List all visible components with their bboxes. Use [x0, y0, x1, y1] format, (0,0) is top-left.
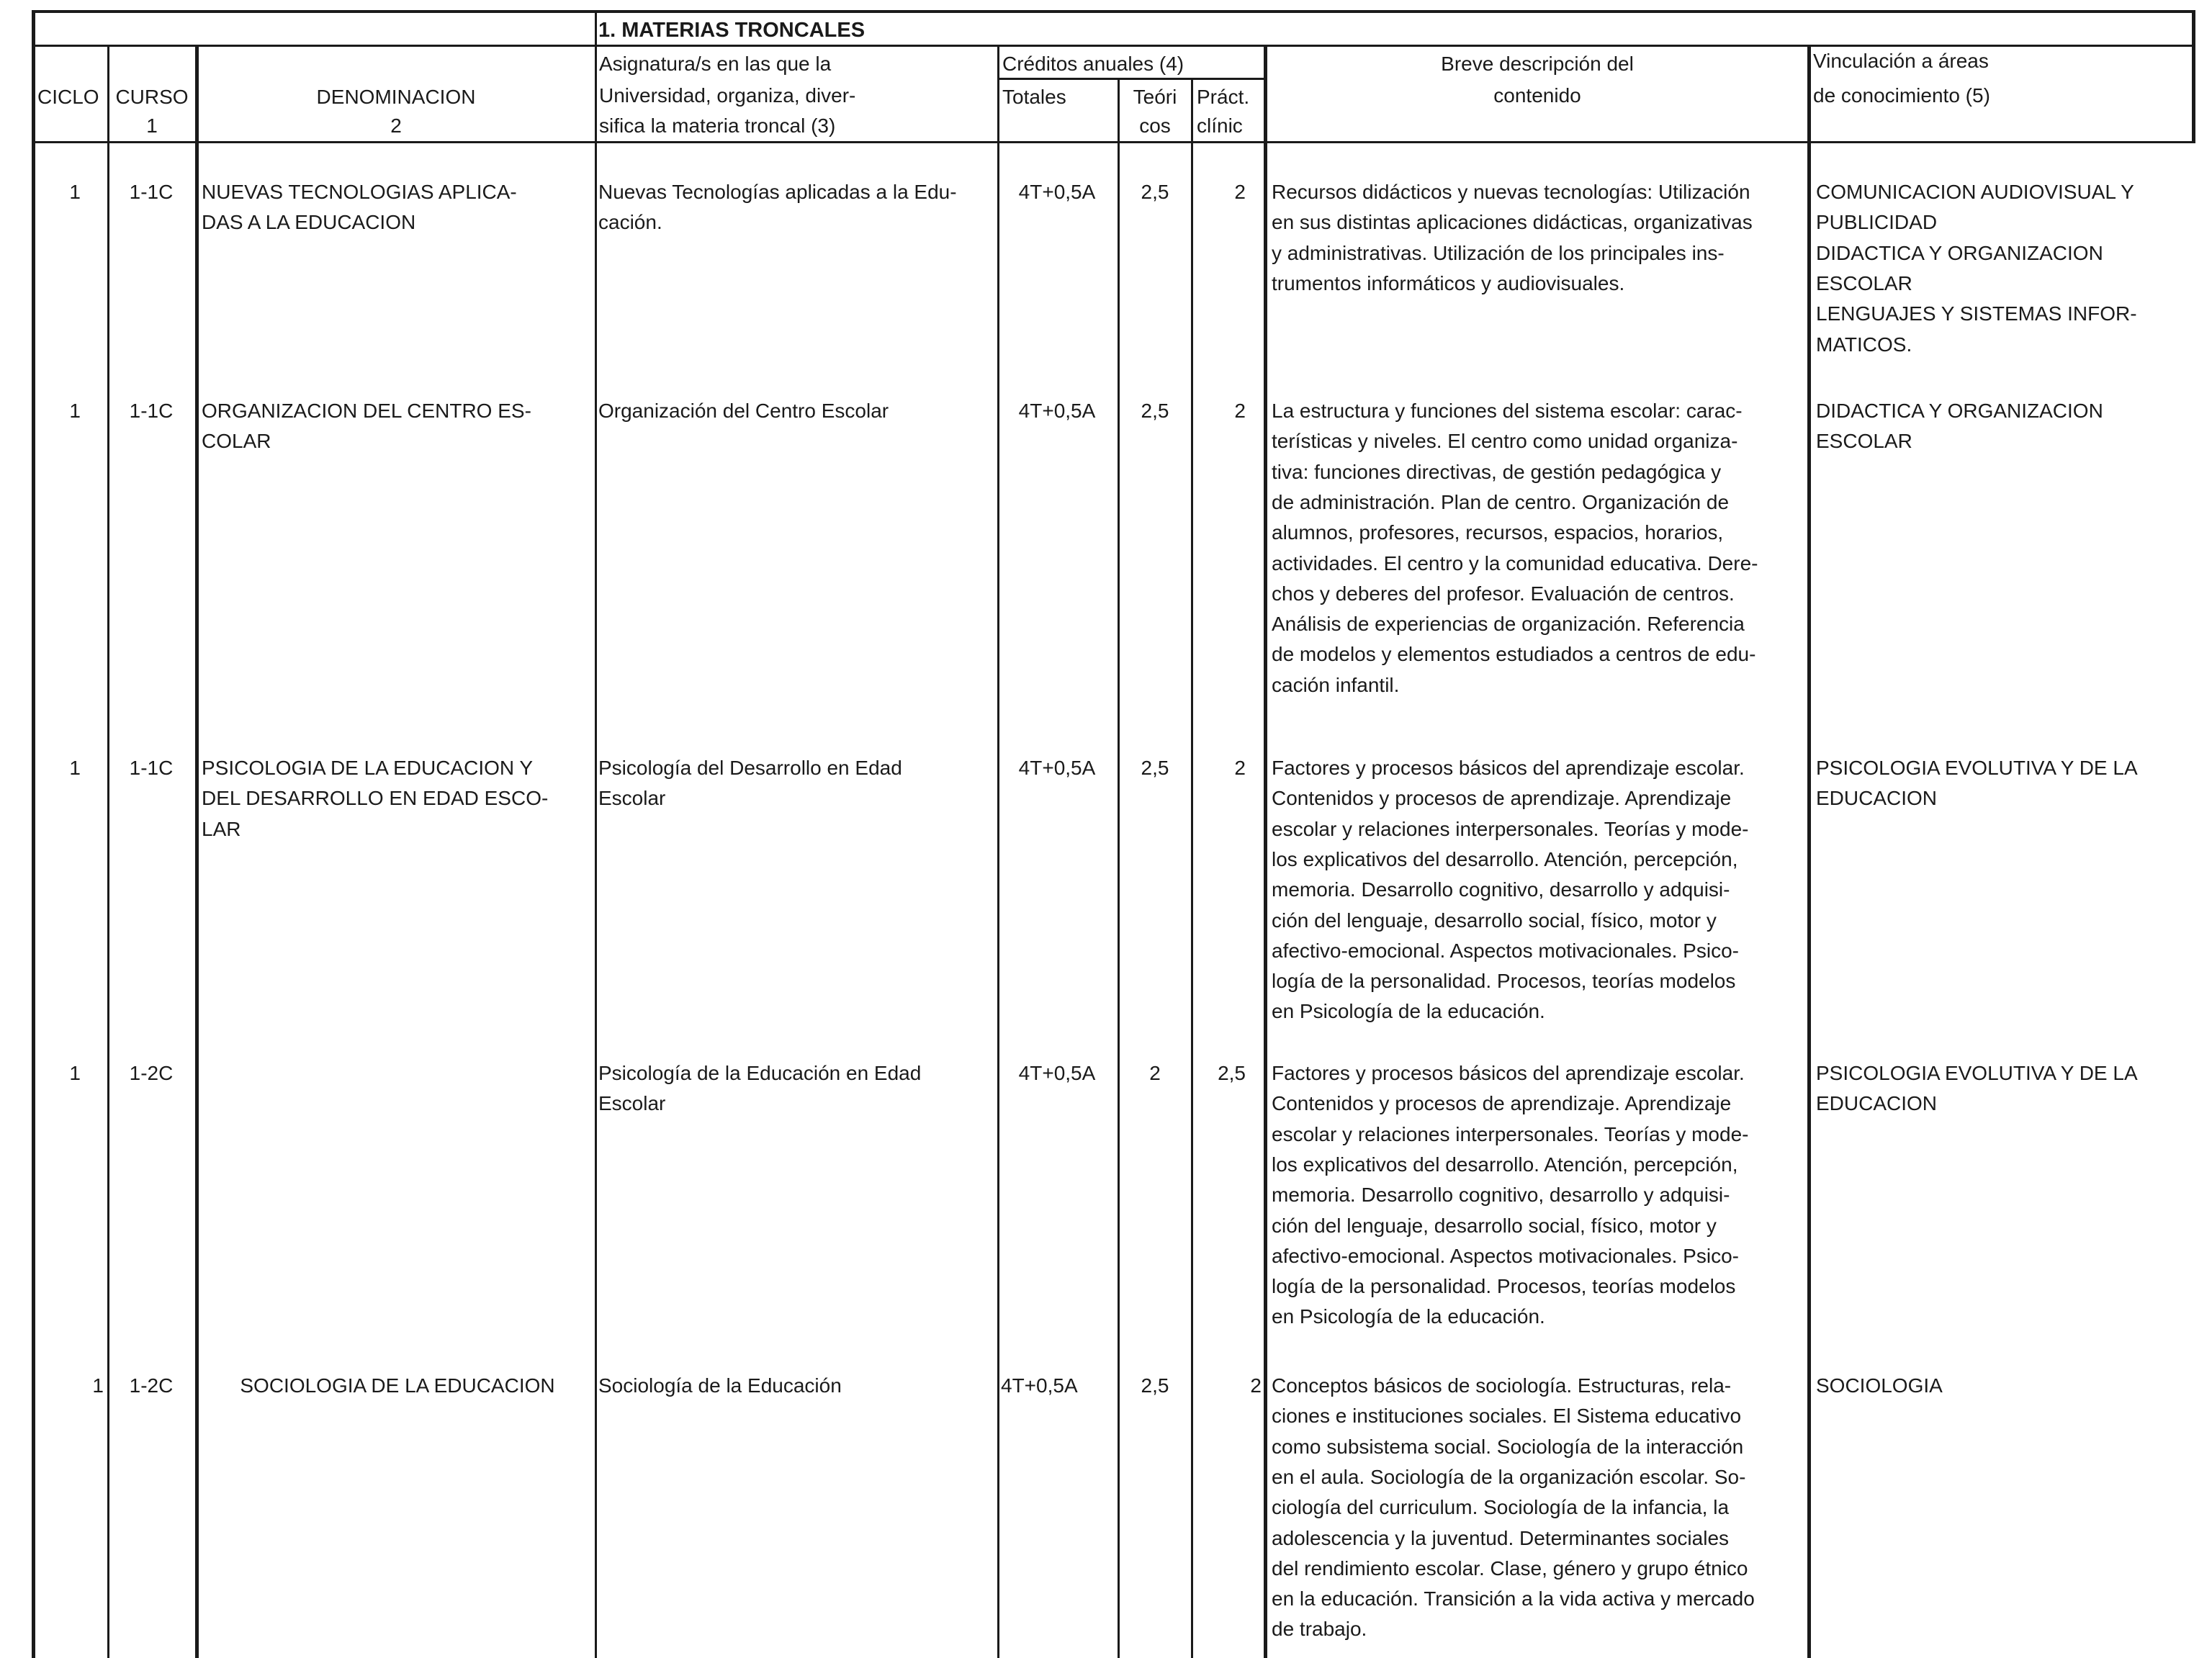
cell-asignatura-line: Escolar	[598, 1092, 666, 1115]
cell-teoricos: 2	[1149, 1062, 1161, 1084]
cell-descripcion-line: ciones e instituciones sociales. El Sistema educativo	[1272, 1405, 1742, 1428]
cell-vinculacion-line: SOCIOLOGIA	[1816, 1374, 1943, 1397]
cell-ciclo: 1	[69, 1062, 81, 1084]
cell-descripcion-line: Conceptos básicos de sociología. Estructuras, rela-	[1272, 1374, 1732, 1397]
col-divider-denominacion-asignatura	[595, 10, 597, 1658]
cell-descripcion-line: en sus distintas aplicaciones didácticas, organizativas	[1272, 211, 1753, 234]
cell-denominacion-line: LAR	[202, 817, 241, 840]
cell-asignatura-line: Psicología de la Educación en Edad	[598, 1062, 922, 1084]
cell-descripcion-line: ciología del curriculum. Sociología de la infancia, la	[1272, 1496, 1730, 1519]
cell-curso: 1-2C	[129, 1062, 174, 1084]
col-divider-asignatura-totales	[997, 45, 999, 1658]
cell-descripcion-line: en la educación. Transición a la vida activa y mercado	[1272, 1587, 1755, 1610]
cell-denominacion-line: DAS A LA EDUCACION	[202, 211, 416, 234]
cell-descripcion-line: escolar y relaciones interpersonales. Teorías y mode-	[1272, 817, 1749, 840]
col-divider-ciclo-curso	[107, 45, 109, 1658]
cell-denominacion-line: ORGANIZACION DEL CENTRO ES-	[202, 400, 531, 422]
cell-descripcion-line: de administración. Plan de centro. Organización de	[1272, 490, 1730, 513]
cell-descripcion-line: Contenidos y procesos de aprendizaje. Aprendizaje	[1272, 787, 1732, 810]
cell-practicos: 2,5	[1218, 1062, 1246, 1084]
cell-curso: 1-1C	[129, 400, 174, 422]
cell-descripcion-line: ción del lenguaje, desarrollo social, físico, motor y	[1272, 1214, 1717, 1237]
cell-asignatura-line: Sociología de la Educación	[598, 1374, 842, 1397]
cell-descripcion-line: en el aula. Sociología de la organización escolar. So-	[1272, 1465, 1746, 1488]
header-practicos-line-1: Práct.	[1197, 86, 1250, 108]
cell-curso: 1-1C	[129, 181, 174, 203]
cell-denominacion-line: SOCIOLOGIA DE LA EDUCACION	[240, 1374, 555, 1397]
cell-vinculacion-line: ESCOLAR	[1816, 430, 1912, 453]
cell-descripcion-line: afectivo-emocional. Aspectos motivacionales. Psico-	[1272, 1244, 1739, 1267]
col-divider-totales-teoricos	[1118, 78, 1120, 1658]
cell-teoricos: 2,5	[1141, 181, 1169, 203]
cell-descripcion-line: alumnos, profesores, recursos, espacios, horarios,	[1272, 521, 1724, 544]
cell-curso: 1-1C	[129, 757, 174, 779]
cell-descripcion-line: cación infantil.	[1272, 673, 1400, 696]
header-denominacion: DENOMINACION	[316, 86, 476, 108]
table-top-border	[32, 10, 2195, 13]
cell-totales: 4T+0,5A	[1001, 1374, 1078, 1397]
cell-descripcion-line: afectivo-emocional. Aspectos motivacionales. Psico-	[1272, 939, 1739, 962]
col-divider-teoricos-practicos	[1191, 78, 1193, 1658]
header-curso-number: 1	[146, 114, 158, 137]
cell-descripcion-line: ción del lenguaje, desarrollo social, físico, motor y	[1272, 909, 1717, 932]
cell-vinculacion-line: ESCOLAR	[1816, 271, 1912, 294]
cell-vinculacion-line: EDUCACION	[1816, 787, 1938, 810]
cell-practicos: 2	[1234, 400, 1246, 422]
cell-descripcion-line: de modelos y elementos estudiados a centros de edu-	[1272, 643, 1756, 666]
cell-asignatura-line: Escolar	[598, 787, 666, 810]
cell-denominacion-line: COLAR	[202, 430, 271, 453]
header-teoricos-line-2: cos	[1139, 114, 1171, 137]
cell-denominacion-line: DEL DESARROLLO EN EDAD ESCO-	[202, 787, 549, 810]
cell-descripcion-line: Análisis de experiencias de organización. Referencia	[1272, 613, 1745, 636]
header-vinculacion-line-2: de conocimiento (5)	[1813, 84, 1990, 107]
cell-vinculacion-line: PSICOLOGIA EVOLUTIVA Y DE LA	[1816, 1062, 2138, 1084]
header-bottom-border	[32, 141, 2195, 143]
cell-descripcion-line: de trabajo.	[1272, 1618, 1367, 1641]
cell-descripcion-line: chos y deberes del profesor. Evaluación de centros.	[1272, 582, 1735, 605]
cell-descripcion-line: en Psicología de la educación.	[1272, 1000, 1545, 1023]
cell-descripcion-line: y administrativas. Utilización de los principales ins-	[1272, 241, 1725, 264]
cell-totales: 4T+0,5A	[1018, 1062, 1096, 1084]
cell-totales: 4T+0,5A	[1018, 181, 1096, 203]
header-asignatura-line-2: Universidad, organiza, diver-	[599, 84, 856, 107]
col-divider-curso-denominacion	[195, 45, 199, 1658]
header-vinculacion-line-1: Vinculación a áreas	[1813, 50, 1989, 72]
header-ciclo: CICLO	[37, 86, 99, 108]
cell-descripcion-line: tiva: funciones directivas, de gestión pedagógica y	[1272, 460, 1722, 483]
cell-descripcion-line: en Psicología de la educación.	[1272, 1305, 1545, 1328]
cell-descripcion-line: memoria. Desarrollo cognitivo, desarrollo y adquisi-	[1272, 1184, 1730, 1207]
header-descripcion-line-2: contenido	[1493, 84, 1581, 107]
cell-vinculacion-line: EDUCACION	[1816, 1092, 1938, 1115]
cell-descripcion-line: actividades. El centro y la comunidad educativa. Dere-	[1272, 551, 1758, 575]
cell-practicos: 2	[1234, 757, 1246, 779]
col-divider-practicos-descripcion	[1264, 45, 1267, 1658]
col-divider-descripcion-vinculacion	[1807, 45, 1811, 1658]
cell-vinculacion-line: DIDACTICA Y ORGANIZACION	[1816, 241, 2103, 264]
header-denominacion-number: 2	[390, 114, 402, 137]
cell-curso: 1-2C	[129, 1374, 174, 1397]
cell-ciclo: 1	[92, 1374, 104, 1397]
table-left-border	[32, 10, 35, 1658]
header-practicos-line-2: clínic	[1197, 114, 1243, 137]
header-asignatura-line-1: Asignatura/s en las que la	[599, 53, 832, 75]
header-curso: CURSO	[115, 86, 189, 108]
cell-vinculacion-line: LENGUAJES Y SISTEMAS INFOR-	[1816, 302, 2137, 325]
section-title: 1. MATERIAS TRONCALES	[598, 19, 866, 42]
cell-descripcion-line: los explicativos del desarrollo. Atención, percepción,	[1272, 847, 1738, 870]
cell-ciclo: 1	[69, 181, 81, 203]
cell-totales: 4T+0,5A	[1018, 400, 1096, 422]
table-right-border	[2192, 10, 2195, 143]
cell-descripcion-line: escolar y relaciones interpersonales. Teorías y mode-	[1272, 1122, 1749, 1145]
cell-descripcion-line: logía de la personalidad. Procesos, teorías modelos	[1272, 1275, 1736, 1298]
cell-asignatura-line: Psicología del Desarrollo en Edad	[598, 757, 902, 779]
cell-denominacion-line: PSICOLOGIA DE LA EDUCACION Y	[202, 757, 534, 779]
header-descripcion-line-1: Breve descripción del	[1441, 53, 1634, 75]
cell-descripcion-line: trumentos informáticos y audiovisuales.	[1272, 271, 1625, 294]
cell-asignatura-line: Organización del Centro Escolar	[598, 400, 889, 422]
cell-vinculacion-line: COMUNICACION AUDIOVISUAL Y	[1816, 181, 2134, 203]
cell-descripcion-line: adolescencia y la juventud. Determinantes sociales	[1272, 1526, 1730, 1549]
cell-practicos: 2	[1250, 1374, 1262, 1397]
cell-descripcion-line: La estructura y funciones del sistema escolar: carac-	[1272, 400, 1743, 422]
header-creditos: Créditos anuales (4)	[1002, 53, 1184, 75]
cell-ciclo: 1	[69, 400, 81, 422]
header-asignatura-line-3: sifica la materia troncal (3)	[599, 114, 836, 137]
cell-vinculacion-line: PUBLICIDAD	[1816, 211, 1938, 234]
header-totales: Totales	[1002, 86, 1066, 108]
cell-teoricos: 2,5	[1141, 757, 1169, 779]
cell-descripcion-line: Factores y procesos básicos del aprendizaje escolar.	[1272, 1062, 1745, 1084]
cell-descripcion-line: terísticas y niveles. El centro como unidad organiza-	[1272, 430, 1738, 453]
cell-vinculacion-line: PSICOLOGIA EVOLUTIVA Y DE LA	[1816, 757, 2138, 779]
cell-descripcion-line: Recursos didácticos y nuevas tecnologías: Utilización	[1272, 181, 1750, 203]
cell-denominacion-line: NUEVAS TECNOLOGIAS APLICA-	[202, 181, 517, 203]
cell-descripcion-line: los explicativos del desarrollo. Atención, percepción,	[1272, 1153, 1738, 1176]
cell-descripcion-line: logía de la personalidad. Procesos, teorías modelos	[1272, 970, 1736, 993]
cell-descripcion-line: como subsistema social. Sociología de la interacción	[1272, 1435, 1744, 1458]
cell-descripcion-line: Factores y procesos básicos del aprendizaje escolar.	[1272, 757, 1745, 779]
header-teoricos-line-1: Teóri	[1133, 86, 1177, 108]
cell-totales: 4T+0,5A	[1018, 757, 1096, 779]
cell-ciclo: 1	[69, 757, 81, 779]
cell-vinculacion-line: DIDACTICA Y ORGANIZACION	[1816, 400, 2103, 422]
cell-teoricos: 2,5	[1141, 1374, 1169, 1397]
cell-descripcion-line: memoria. Desarrollo cognitivo, desarrollo y adquisi-	[1272, 878, 1730, 901]
cell-asignatura-line: Nuevas Tecnologías aplicadas a la Edu-	[598, 181, 957, 203]
cell-asignatura-line: cación.	[598, 211, 662, 234]
cell-vinculacion-line: MATICOS.	[1816, 333, 1912, 356]
cell-descripcion-line: del rendimiento escolar. Clase, género y grupo étnico	[1272, 1556, 1748, 1580]
cell-descripcion-line: Contenidos y procesos de aprendizaje. Aprendizaje	[1272, 1092, 1732, 1115]
cell-practicos: 2	[1234, 181, 1246, 203]
cell-teoricos: 2,5	[1141, 400, 1169, 422]
